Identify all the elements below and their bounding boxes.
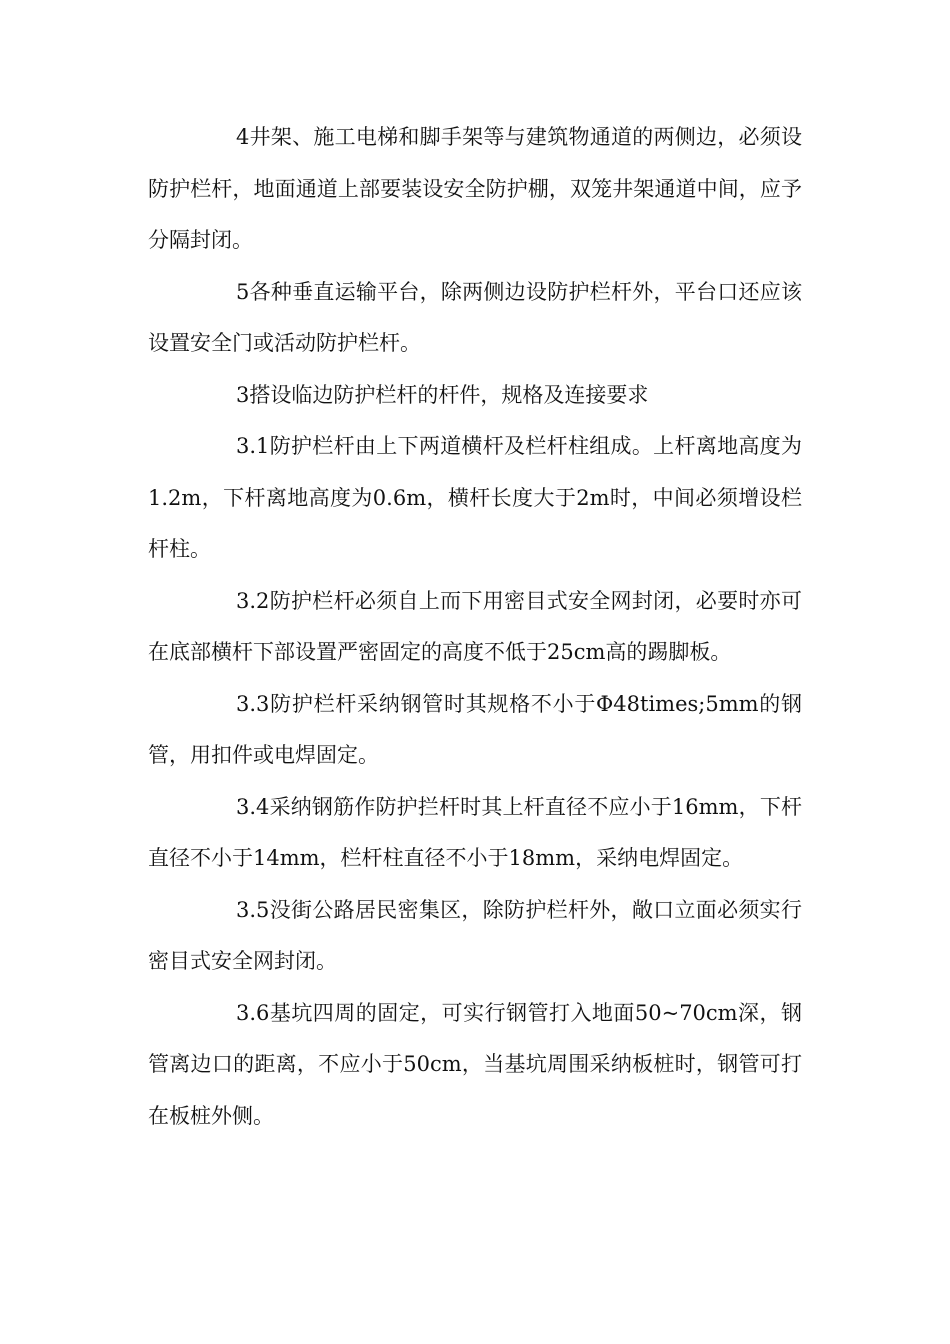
paragraph-4: 4井架、施工电梯和脚手架等与建筑物通道的两侧边，必须设防护栏杆，地面通道上部要装设安全防护棚，双笼井架通道中间，应予分隔封闭。 (148, 125, 802, 252)
paragraph-3-5: 3.5没街公路居民密集区，除防护栏杆外，敞口立面必须实行密目式安全网封闭。 (148, 897, 802, 973)
paragraph-5: 5各种垂直运输平台，除两侧边设防护栏杆外，平台口还应该设置安全门或活动防护栏杆。 (148, 279, 802, 355)
paragraph-3-3: 3.3防护栏杆采纳钢管时其规格不小于Φ48times;5mm的钢管，用扣件或电焊固定。 (148, 691, 802, 767)
section-heading-3: 3搭设临边防护栏杆的杆件，规格及连接要求 (236, 382, 649, 407)
paragraph-3-1: 3.1防护栏杆由上下两道横杆及栏杆柱组成。上杆离地高度为1.2m，下杆离地高度为0.6m，横杆长度大于2m时，中间必须增设栏杆柱。 (148, 434, 802, 561)
paragraph-3-4: 3.4采纳钢筋作防护拦杆时其上杆直径不应小于16mm，下杆直径不小于14mm，栏杆柱直径不小于18mm，采纳电焊固定。 (148, 794, 802, 870)
paragraph-3-6: 3.6基坑四周的固定，可实行钢管打入地面50~70cm深，钢管离边口的距离，不应小于50cm，当基坑周围采纳板桩时，钢管可打在板桩外侧。 (148, 1000, 802, 1128)
paragraph-3-2: 3.2防护栏杆必须自上而下用密目式安全网封闭，必要时亦可在底部横杆下部设置严密固定的高度不低于25cm高的踢脚板。 (148, 588, 802, 664)
document-body (148, 112, 802, 1142)
